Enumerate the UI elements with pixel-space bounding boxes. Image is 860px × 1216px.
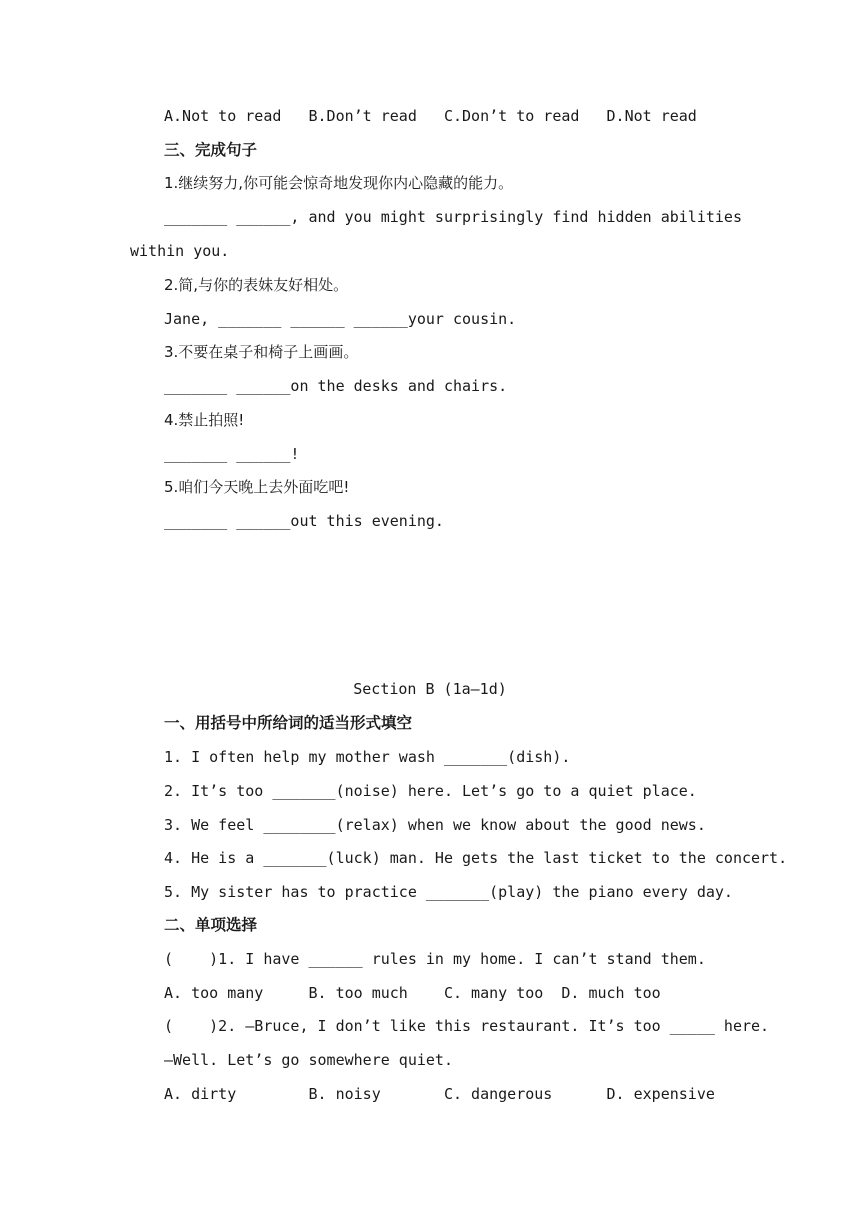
sentence-4-english: _______ ______!: [164, 445, 300, 463]
sentence-5-chinese: 5.咱们今天晚上去外面吃吧!: [164, 478, 350, 496]
fill-blank-4: 4. He is a _______(luck) man. He gets the last ticket to the concert.: [164, 849, 788, 867]
section-b-title: Section B (1a—1d): [353, 680, 507, 698]
sentence-3-english: _______ ______on the desks and chairs.: [164, 377, 508, 395]
fill-blank-3: 3. We feel ________(relax) when we know about the good news.: [164, 816, 706, 834]
choice-question-1-options: A. too many B. too much C. many too D. much too: [164, 984, 661, 1002]
choice-question-1: ( )1. I have ______ rules in my home. I can’t stand them.: [164, 950, 706, 968]
sentence-3-chinese: 3.不要在桌子和椅子上画画。: [164, 343, 359, 361]
sentence-5-english: _______ ______out this evening.: [164, 512, 444, 530]
sentence-2-chinese: 2.简,与你的表妹友好相处。: [164, 276, 349, 294]
section-heading-complete-sentences: 三、完成句子: [164, 141, 258, 159]
sentence-1-english: _______ ______, and you might surprisingly find hidden abilities: [164, 208, 742, 226]
fill-blank-5: 5. My sister has to practice _______(play) the piano every day.: [164, 883, 733, 901]
choice-question-2-reply: —Well. Let’s go somewhere quiet.: [164, 1051, 453, 1069]
choice-question-2-options: A. dirty B. noisy C. dangerous D. expensive: [164, 1085, 715, 1103]
fill-blank-2: 2. It’s too _______(noise) here. Let’s go to a quiet place.: [164, 782, 697, 800]
choice-question-2: ( )2. —Bruce, I don’t like this restaurant. It’s too _____ here.: [164, 1017, 770, 1035]
sentence-2-english: Jane, _______ ______ ______your cousin.: [164, 310, 517, 328]
section-heading-multiple-choice: 二、单项选择: [164, 916, 258, 934]
sentence-4-chinese: 4.禁止拍照!: [164, 411, 245, 429]
previous-question-options: A.Not to read B.Don’t read C.Don’t to read D.Not read: [164, 107, 697, 125]
section-heading-fill-blanks: 一、用括号中所给词的适当形式填空: [164, 714, 413, 732]
sentence-1-chinese: 1.继续努力,你可能会惊奇地发现你内心隐藏的能力。: [164, 174, 514, 192]
sentence-1-english-continued: within you.: [130, 242, 230, 260]
fill-blank-1: 1. I often help my mother wash _______(dish).: [164, 748, 571, 766]
